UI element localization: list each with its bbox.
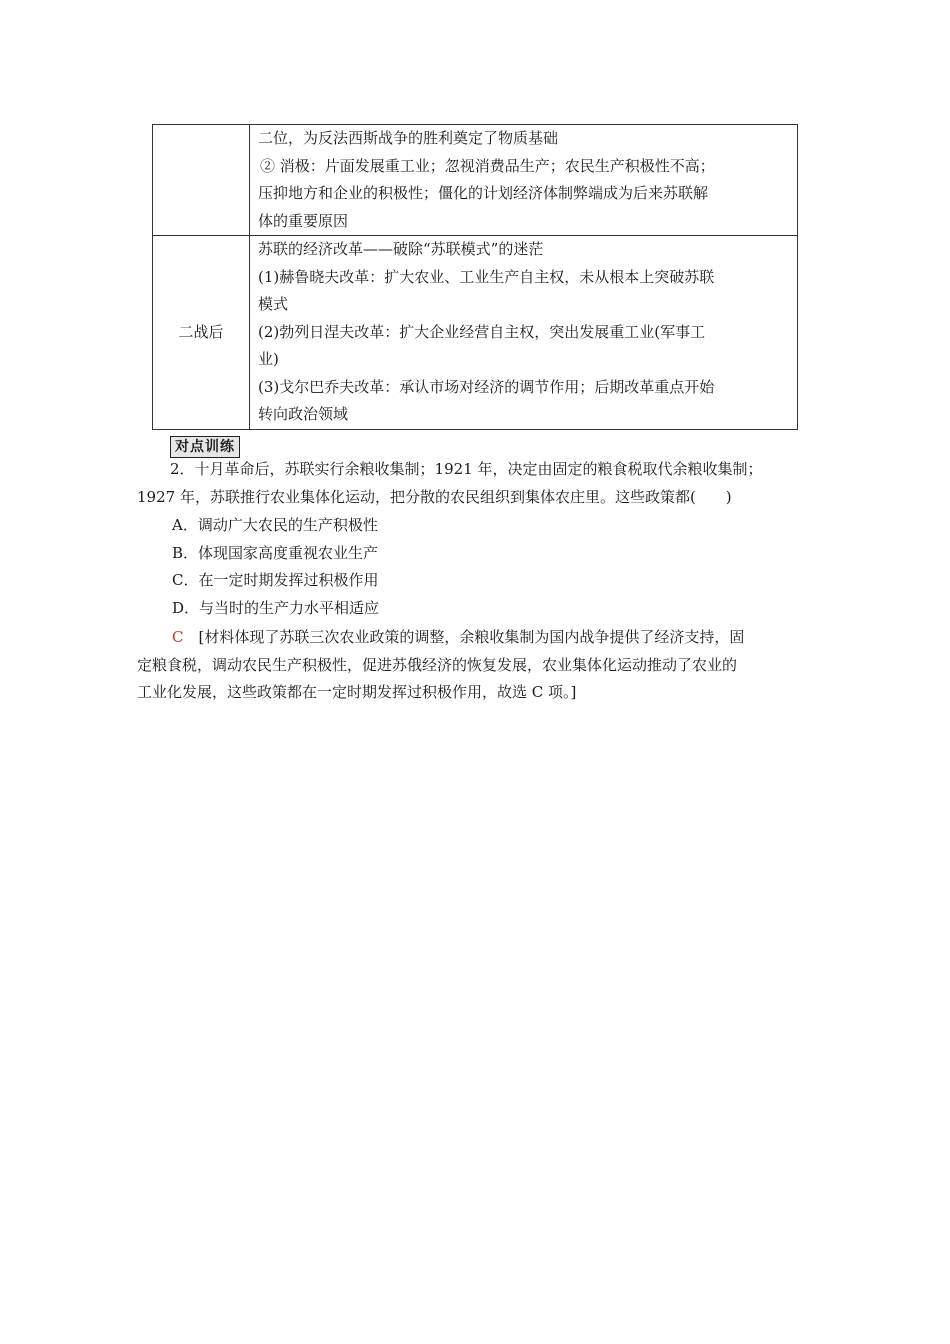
content-cell — [250, 236, 798, 430]
explanation-line: 定粮食税，调动农民生产积极性，促进苏俄经济的恢复发展，农业集体化运动推动了农业的 — [137, 655, 738, 674]
table-row — [153, 125, 798, 236]
content-line: (1)赫鲁晓夫改革：扩大农业、工业生产自主权，未从根本上突破苏联 — [258, 267, 715, 286]
content-line: ② 消极：片面发展重工业；忽视消费品生产；农民生产积极性不高； — [260, 156, 715, 175]
section-tag — [170, 436, 240, 458]
section-tag-label: 对点训练 — [175, 439, 235, 455]
content-line: (3)戈尔巴乔夫改革：承认市场对经济的调节作用；后期改革重点开始 — [258, 377, 715, 396]
content-line: 模式 — [258, 295, 289, 313]
question-stem-line: 2．十月革命后，苏联实行余粮收集制；1921 年，决定由固定的粮食税取代余粮收集制； — [170, 460, 763, 478]
content-line: 转向政治领域 — [258, 405, 349, 423]
explanation-line: 工业化发展，这些政策都在一定时期发挥过积极作用，故选 C 项。] — [137, 683, 577, 701]
question-options — [172, 512, 852, 622]
content-line: 苏联的经济改革——破除“苏联模式”的迷茫 — [258, 240, 544, 258]
content-line: (2)勃列日涅夫改革：扩大企业经营自主权，突出发展重工业(军事工 — [258, 322, 706, 341]
option-a: A．调动广大农民的生产积极性 — [172, 516, 378, 534]
answer-letter: C — [172, 628, 184, 646]
explanation-text: [材料体现了苏联三次农业政策的调整，余粮收集制为国内战争提供了经济支持，固 — [198, 628, 745, 646]
content-cell — [250, 125, 798, 236]
content-line: 业) — [258, 350, 279, 368]
question-stem-line: 1927 年，苏联推行农业集体化运动，把分散的农民组织到集体农庄里。这些政策都( ) — [137, 487, 732, 506]
answer-explanation — [137, 624, 817, 707]
option-b: B．体现国家高度重视农业生产 — [172, 543, 379, 562]
question-stem — [137, 456, 817, 511]
content-line: 压抑地方和企业的积极性；僵化的计划经济体制弊端成为后来苏联解 — [258, 184, 709, 202]
content-line: 二位，为反法西斯战争的胜利奠定了物质基础 — [258, 129, 559, 147]
option-d: D．与当时的生产力水平相适应 — [172, 598, 380, 617]
explanation-line — [137, 624, 817, 652]
period-cell: 二战后 — [153, 236, 250, 430]
table-row — [153, 236, 798, 430]
summary-table — [152, 124, 798, 430]
period-cell — [153, 125, 250, 236]
option-c: C．在一定时期发挥过积极作用 — [172, 571, 379, 589]
content-line: 体的重要原因 — [258, 211, 349, 230]
